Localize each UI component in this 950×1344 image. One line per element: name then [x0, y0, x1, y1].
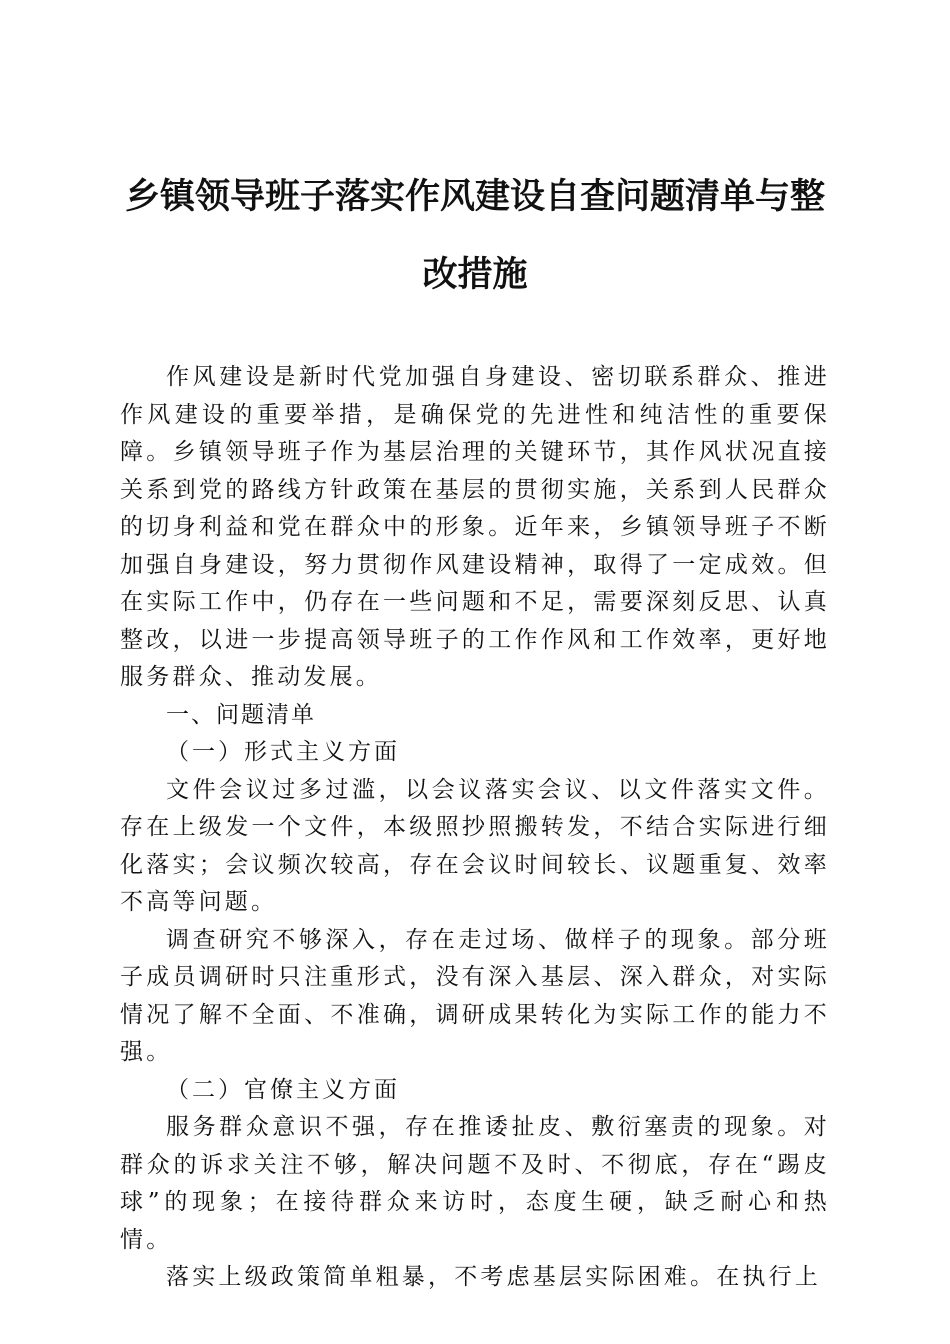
paragraph-formalism-meetings: 文件会议过多过滥，以会议落实会议、以文件落实文件。存在上级发一个文件，本级照抄照搬转发，不结合实际进行细化落实；会议频次较高，存在会议时间较长、议题重复、效率不高等问题。 — [120, 776, 830, 915]
intro-paragraph: 作风建设是新时代党加强自身建设、密切联系群众、推进作风建设的重要举措，是确保党的先进性和纯洁性的重要保障。乡镇领导班子作为基层治理的关键环节，其作风状况直接关系到党的路线方针政策在基层的贯彻实施，关系到人民群众的切身利益和党在群众中的形象。近年来，乡镇领导班子不断加强自身建设，努力贯彻作风建设精神，取得了一定成效。但在实际工作中，仍存在一些问题和不足，需要深刻反思、认真整改，以进一步提高领导班子的工作作风和工作效率，更好地服务群众、推动发展。 — [120, 364, 830, 690]
paragraph-formalism-research: 调查研究不够深入，存在走过场、做样子的现象。部分班子成员调研时只注重形式，没有深入基层、深入群众，对实际情况了解不全面、不准确，调研成果转化为实际工作的能力不强。 — [120, 926, 830, 1065]
title-line-2: 改措施 — [422, 255, 528, 295]
paragraph-bureaucracy-policy: 落实上级政策简单粗暴，不考虑基层实际困难。在执行上 — [166, 1264, 821, 1290]
section-heading-problem-list: 一、问题清单 — [166, 701, 316, 728]
subsection-heading-formalism: （一）形式主义方面 — [166, 739, 400, 765]
document-title — [100, 158, 850, 314]
title-line-1: 乡镇领导班子落实作风建设自查问题清单与整 — [124, 177, 825, 217]
document-body — [120, 359, 830, 1297]
paragraph-bureaucracy-service: 服务群众意识不强，存在推诿扯皮、敷衍塞责的现象。对群众的诉求关注不够，解决问题不及时、不彻底，存在“踢皮球”的现象；在接待群众来访时，态度生硬，缺乏耐心和热情。 — [120, 1114, 830, 1253]
subsection-heading-bureaucracy: （二）官僚主义方面 — [166, 1076, 400, 1103]
